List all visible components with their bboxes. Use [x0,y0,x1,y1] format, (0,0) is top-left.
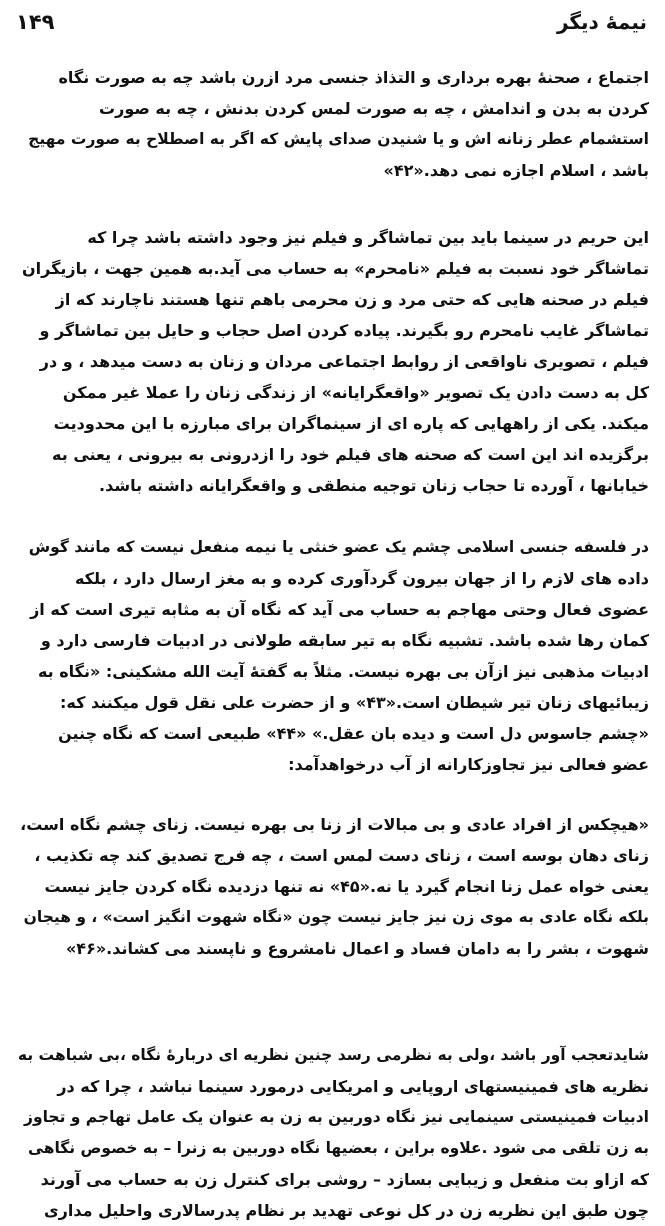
text-line: برگزیده اند این است که صحنه های فیلم خود را ازدرونی به بیرونی ، یعنی به [52,445,649,464]
text-line: بلکه نگاه عادی به موی زن نیز جایز نیست چون «نگاه شهوت انگیز است» ، و هیجان [23,908,649,926]
text-line: داده های لازم را از جهان بیرون گردآوری کرده و به مغز ارسال دارد ، بلکه [74,569,649,588]
text-line: یعنی خواه عمل زنا انجام گیرد یا نه.«۴۵» نه تنها دزدیده نگاه کردن جایز نیست [44,877,649,896]
text-line: «هیچکس از افراد عادی و بی مبالات از زنا بی بهره نیست. زنای چشم نگاه است، [20,815,649,834]
text-line: عضوی فعال وحتی مهاجم به حساب می آید که نگاه آن به مثابه تیری است که از [30,600,649,619]
page-header [16,6,647,38]
text-line: فیلم در صحنه هایی که حتی مرد و زن محرمی باهم تنها هستند ناچارند که از [55,290,649,309]
paragraph-1 [14,62,649,186]
text-line: کردن به بدن و اندامش ، چه به صورت لمس کردن بدنش ، چه به صورت [99,99,649,118]
text-line: زیبائیهای زنان تیر شیطان است.«۴۳» و از حضرت علی نقل قول میکنند که: [60,693,649,712]
text-line: خیابانها ، آورده تا حجاب زنان توجیه منطقی و واقعگرایانه داشته باشد. [99,476,649,495]
text-line: فیلم ، تصویری ناواقعی از روابط اجتماعی مردان و زنان به دست میدهد ، و در [39,352,649,371]
text-line: در فلسفه جنسی اسلامی چشم یک عضو خنثی یا نیمه منفعل نیست که مانند گوش [28,538,649,556]
paragraph-2 [14,222,649,501]
text-line: این حریم در سینما باید بین تماشاگر و فیلم نیز وجود داشته باشد چرا که [87,228,649,247]
text-line: کل به دست دادن یک تصویر «واقعگرایانه» از زندگی زنان را عملا غیر ممکن [62,383,649,402]
text-line: تماشاگر خود نسبت به فیلم «نامحرم» به حساب می آید.به همین جهت ، بازیگران [21,259,649,278]
text-line: چون طبق این نظریه زن در کل نوعی تهدید بر نظام پدرسالاری واحلیل مداری [44,1201,649,1220]
page-number: ۱۴۹ [16,10,55,34]
paragraph-4-quote [14,809,649,964]
text-line: که ازاو بت منفعل و زیبایی بسازد – روشی برای کنترل زن به حساب می آورند [40,1170,649,1189]
text-line: «چشم جاسوس دل است و دیده بان عقل.» «۴۴» طبیعی است که نگاه چنین [58,724,649,743]
text-line: زنای دهان بوسه است ، زنای دست لمس است ، چه فرج تصدیق کند چه تکذیب ، [34,846,649,865]
text-line: شایدتعجب آور باشد ،ولی به نظرمی رسد چنین نظریه ای دربارهٔ نگاه ،بی شباهت به [17,1046,649,1064]
text-line: ادبیات فمینیستی سینمایی نیز نگاه دوربین به زن به عنوان یک عامل تهاجم و تجاوز [24,1108,649,1126]
text-line: شهوت ، بشر را به دامان فساد و اعمال نامشروع و ناپسند می کشاند.«۴۶» [65,939,649,958]
text-line: باشد ، اسلام اجازه نمی دهد.«۴۲» [383,161,649,180]
text-line: تماشاگر غایب نامحرم رو بگیرند. پیاده کردن اصل حجاب و حایل بین تماشاگر و [39,321,649,340]
text-line: اجتماع ، صحنهٔ بهره برداری و التذاذ جنسی مرد ازرن باشد چه به صورت نگاه [58,68,649,87]
text-line: کمان رها شده باشد. تشبیه نگاه به تیر سابقه طولانی در ادبیات فارسی دارد و [40,631,649,650]
running-title: نیمهٔ دیگر [556,10,647,34]
paragraph-5 [14,1040,649,1226]
text-line: به زن تلقی می شود .علاوه براین ، بعضیها نگاه دوربین به زنرا – به خصوص نگاهی [28,1139,649,1157]
text-line: عضو فعالی نیز تجاوزکارانه از آب درخواهدآمد: [288,755,649,774]
paragraph-3 [14,532,649,780]
text-line: نظریه های فمینیستهای اروپایی و امریکایی درمورد سینما نباشد ، چرا که در [57,1077,649,1096]
text-line: ادبیات مذهبی نیز ازآن بی بهره نیست. مثلاً به گفتهٔ آیت الله مشکینی: «نگاه به [37,662,649,681]
text-line: میکند. یکی از راههایی که پاره ای از سینماگران برای مبارزه با این محدودیت [53,414,649,433]
text-line: استشمام عطر زنانه اش و یا شنیدن صدای پایش که اگر به اصطلاح به صورت مهیج [28,130,649,148]
